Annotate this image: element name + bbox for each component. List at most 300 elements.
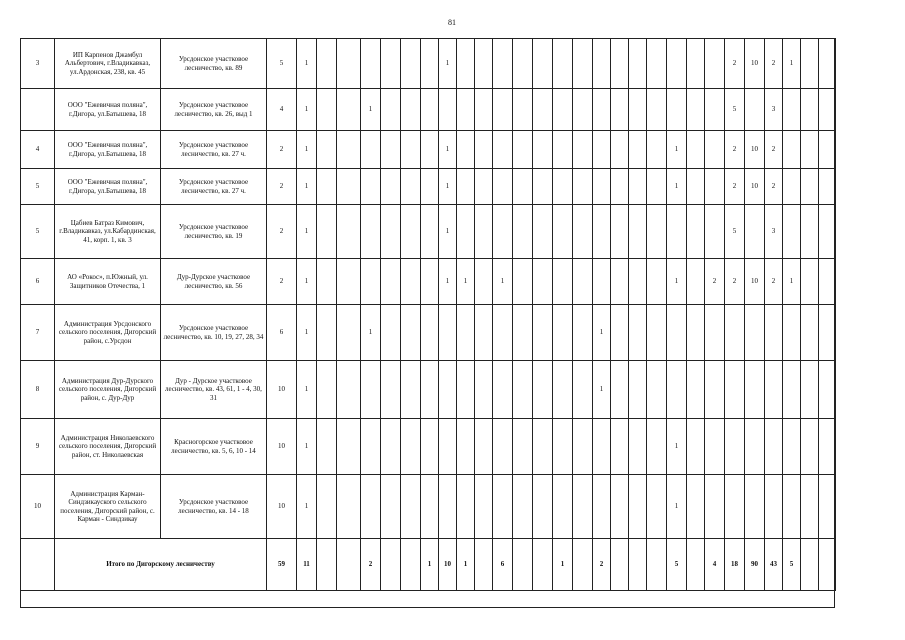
value-cell	[337, 419, 361, 475]
value-cell: 10	[267, 361, 297, 419]
row-index: 4	[21, 131, 55, 169]
value-cell	[819, 305, 835, 361]
value-cell	[475, 419, 493, 475]
total-cell	[819, 539, 835, 591]
total-cell	[629, 539, 647, 591]
value-cell: 1	[361, 305, 381, 361]
totals-label: Итого по Дигорскому лесничеству	[55, 539, 267, 591]
location-cell: Урсдонское участковое лесничество, кв. 10, 19, 27, 28, 34	[161, 305, 267, 361]
value-cell	[667, 89, 687, 131]
value-cell	[493, 305, 513, 361]
value-cell	[401, 305, 421, 361]
value-cell: 4	[267, 89, 297, 131]
value-cell	[573, 259, 593, 305]
location-cell: Урсдонское участковое лесничество, кв. 26, выд 1	[161, 89, 267, 131]
value-cell: 1	[297, 259, 317, 305]
value-cell	[493, 39, 513, 89]
value-cell	[493, 131, 513, 169]
value-cell	[611, 131, 629, 169]
value-cell	[647, 39, 667, 89]
footer-cell	[21, 591, 835, 608]
value-cell: 2	[725, 259, 745, 305]
total-cell: 6	[493, 539, 513, 591]
value-cell	[667, 305, 687, 361]
value-cell	[361, 259, 381, 305]
holder-cell: Администрация Николаевского сельского поселения, Дигорский район, ст. Николаевская	[55, 419, 161, 475]
value-cell	[421, 39, 439, 89]
value-cell	[573, 131, 593, 169]
total-cell	[835, 539, 836, 591]
value-cell	[553, 419, 573, 475]
holder-cell: ООО "Ежевичная поляна", г.Дигора, ул.Батышева, 18	[55, 169, 161, 205]
value-cell	[745, 305, 765, 361]
value-cell	[573, 361, 593, 419]
value-cell	[629, 205, 647, 259]
value-cell	[475, 305, 493, 361]
value-cell	[493, 169, 513, 205]
total-cell: 2	[593, 539, 611, 591]
value-cell	[783, 205, 801, 259]
total-cell: 90	[745, 539, 765, 591]
value-cell: 1	[439, 131, 457, 169]
holder-cell: ООО "Ежевичная поляна", г.Дигора, ул.Батышева, 18	[55, 131, 161, 169]
value-cell	[361, 39, 381, 89]
value-cell	[573, 89, 593, 131]
value-cell	[687, 205, 705, 259]
value-cell: 10	[745, 169, 765, 205]
value-cell	[801, 169, 819, 205]
value-cell	[745, 205, 765, 259]
value-cell	[381, 305, 401, 361]
value-cell	[457, 89, 475, 131]
value-cell	[361, 419, 381, 475]
value-cell	[361, 131, 381, 169]
value-cell	[629, 89, 647, 131]
value-cell	[705, 89, 725, 131]
value-cell	[421, 169, 439, 205]
value-cell	[533, 259, 553, 305]
holder-cell: Администрация Урсдонского сельского поселения, Дигорский район, с.Урсдон	[55, 305, 161, 361]
value-cell	[647, 259, 667, 305]
value-cell	[835, 361, 836, 419]
value-cell	[493, 419, 513, 475]
total-cell: 5	[783, 539, 801, 591]
value-cell: 1	[297, 475, 317, 539]
location-cell: Урсдонское участковое лесничество, кв. 27 ч.	[161, 131, 267, 169]
value-cell	[647, 305, 667, 361]
value-cell	[493, 205, 513, 259]
value-cell	[361, 169, 381, 205]
value-cell	[317, 169, 337, 205]
value-cell	[475, 89, 493, 131]
value-cell	[317, 305, 337, 361]
value-cell	[745, 475, 765, 539]
value-cell	[835, 169, 836, 205]
value-cell: 1	[439, 259, 457, 305]
value-cell: 1	[783, 39, 801, 89]
value-cell	[819, 259, 835, 305]
location-cell: Урсдонское участковое лесничество, кв. 19	[161, 205, 267, 259]
total-cell	[801, 539, 819, 591]
value-cell	[801, 475, 819, 539]
total-cell	[533, 539, 553, 591]
value-cell: 10	[745, 39, 765, 89]
value-cell: 1	[297, 39, 317, 89]
value-cell	[421, 419, 439, 475]
value-cell	[835, 305, 836, 361]
value-cell	[819, 205, 835, 259]
value-cell	[705, 305, 725, 361]
value-cell	[725, 361, 745, 419]
value-cell	[493, 89, 513, 131]
value-cell	[457, 361, 475, 419]
value-cell	[687, 89, 705, 131]
value-cell	[783, 419, 801, 475]
total-cell: 5	[667, 539, 687, 591]
value-cell: 1	[493, 259, 513, 305]
row-index: 7	[21, 305, 55, 361]
value-cell	[493, 475, 513, 539]
value-cell	[647, 131, 667, 169]
value-cell	[687, 259, 705, 305]
value-cell	[533, 39, 553, 89]
table-row	[21, 419, 836, 475]
value-cell	[553, 39, 573, 89]
value-cell: 2	[267, 131, 297, 169]
value-cell	[381, 475, 401, 539]
value-cell	[687, 419, 705, 475]
value-cell	[317, 475, 337, 539]
value-cell	[783, 361, 801, 419]
value-cell	[783, 131, 801, 169]
row-index	[21, 89, 55, 131]
value-cell	[745, 89, 765, 131]
value-cell	[381, 39, 401, 89]
value-cell	[439, 89, 457, 131]
value-cell	[457, 475, 475, 539]
value-cell: 2	[765, 169, 783, 205]
value-cell: 1	[297, 361, 317, 419]
value-cell	[745, 361, 765, 419]
value-cell	[553, 205, 573, 259]
location-cell: Урсдонское участковое лесничество, кв. 14 - 18	[161, 475, 267, 539]
value-cell	[593, 39, 611, 89]
value-cell	[475, 169, 493, 205]
value-cell	[629, 131, 647, 169]
value-cell	[439, 475, 457, 539]
value-cell	[513, 305, 533, 361]
value-cell	[705, 419, 725, 475]
total-cell: 11	[297, 539, 317, 591]
location-cell: Дур-Дурское участковое лесничество, кв. 56	[161, 259, 267, 305]
value-cell	[705, 475, 725, 539]
value-cell	[611, 305, 629, 361]
value-cell	[629, 169, 647, 205]
value-cell	[745, 419, 765, 475]
value-cell: 2	[765, 39, 783, 89]
value-cell	[421, 131, 439, 169]
value-cell	[667, 205, 687, 259]
value-cell	[337, 169, 361, 205]
value-cell: 3	[765, 205, 783, 259]
value-cell	[533, 475, 553, 539]
value-cell	[593, 205, 611, 259]
value-cell	[553, 475, 573, 539]
value-cell: 2	[725, 131, 745, 169]
value-cell	[337, 259, 361, 305]
value-cell	[513, 89, 533, 131]
value-cell	[801, 361, 819, 419]
value-cell	[835, 419, 836, 475]
value-cell	[381, 131, 401, 169]
value-cell	[593, 131, 611, 169]
table-row	[21, 89, 836, 131]
total-cell	[647, 539, 667, 591]
value-cell	[533, 361, 553, 419]
value-cell	[801, 89, 819, 131]
value-cell	[647, 361, 667, 419]
value-cell	[765, 361, 783, 419]
value-cell: 1	[439, 205, 457, 259]
value-cell	[337, 205, 361, 259]
value-cell	[801, 205, 819, 259]
value-cell	[317, 259, 337, 305]
value-cell	[421, 205, 439, 259]
value-cell	[611, 361, 629, 419]
value-cell	[475, 131, 493, 169]
footer-row	[21, 591, 836, 608]
value-cell	[611, 259, 629, 305]
value-cell	[819, 131, 835, 169]
value-cell	[725, 419, 745, 475]
value-cell	[667, 39, 687, 89]
value-cell	[593, 259, 611, 305]
value-cell	[553, 259, 573, 305]
value-cell: 6	[267, 305, 297, 361]
value-cell: 1	[457, 259, 475, 305]
value-cell	[553, 169, 573, 205]
value-cell	[337, 475, 361, 539]
value-cell	[687, 169, 705, 205]
value-cell	[401, 169, 421, 205]
value-cell	[317, 361, 337, 419]
value-cell	[513, 419, 533, 475]
value-cell	[533, 131, 553, 169]
value-cell	[457, 305, 475, 361]
value-cell	[835, 259, 836, 305]
value-cell: 1	[667, 475, 687, 539]
value-cell	[493, 361, 513, 419]
value-cell	[647, 169, 667, 205]
value-cell	[629, 259, 647, 305]
value-cell	[835, 39, 836, 89]
value-cell	[835, 89, 836, 131]
value-cell	[361, 205, 381, 259]
value-cell	[513, 205, 533, 259]
value-cell: 2	[267, 205, 297, 259]
value-cell	[783, 475, 801, 539]
row-index: 9	[21, 419, 55, 475]
value-cell	[401, 419, 421, 475]
value-cell	[421, 305, 439, 361]
value-cell	[801, 419, 819, 475]
value-cell: 2	[267, 259, 297, 305]
value-cell: 2	[765, 131, 783, 169]
value-cell: 1	[361, 89, 381, 131]
row-index: 3	[21, 39, 55, 89]
value-cell	[705, 205, 725, 259]
value-cell	[381, 169, 401, 205]
value-cell: 1	[667, 169, 687, 205]
holder-cell: ООО "Ежевичная поляна", г.Дигора, ул.Батышева, 18	[55, 89, 161, 131]
total-cell: 1	[457, 539, 475, 591]
value-cell: 5	[725, 205, 745, 259]
value-cell	[801, 305, 819, 361]
value-cell	[573, 39, 593, 89]
value-cell	[611, 419, 629, 475]
total-cell	[573, 539, 593, 591]
value-cell	[705, 169, 725, 205]
value-cell	[611, 89, 629, 131]
value-cell: 2	[725, 169, 745, 205]
value-cell	[783, 89, 801, 131]
value-cell: 1	[297, 169, 317, 205]
value-cell: 5	[725, 89, 745, 131]
value-cell	[629, 419, 647, 475]
value-cell	[337, 305, 361, 361]
value-cell	[421, 259, 439, 305]
table-row	[21, 361, 836, 419]
value-cell	[573, 419, 593, 475]
value-cell	[317, 205, 337, 259]
value-cell	[553, 361, 573, 419]
value-cell	[401, 205, 421, 259]
value-cell	[337, 89, 361, 131]
value-cell	[553, 131, 573, 169]
table-row	[21, 259, 836, 305]
value-cell	[439, 305, 457, 361]
value-cell: 10	[267, 419, 297, 475]
value-cell: 2	[725, 39, 745, 89]
value-cell	[439, 361, 457, 419]
value-cell	[705, 361, 725, 419]
value-cell	[475, 475, 493, 539]
total-cell	[381, 539, 401, 591]
value-cell	[647, 205, 667, 259]
value-cell: 1	[297, 89, 317, 131]
value-cell: 1	[667, 419, 687, 475]
row-index: 8	[21, 361, 55, 419]
value-cell	[687, 305, 705, 361]
value-cell	[819, 169, 835, 205]
value-cell: 10	[745, 131, 765, 169]
value-cell	[801, 131, 819, 169]
value-cell	[819, 419, 835, 475]
value-cell	[667, 361, 687, 419]
value-cell: 10	[267, 475, 297, 539]
row-index: 5	[21, 205, 55, 259]
totals-index	[21, 539, 55, 591]
value-cell	[611, 39, 629, 89]
total-cell	[475, 539, 493, 591]
value-cell	[401, 475, 421, 539]
value-cell	[401, 259, 421, 305]
value-cell	[819, 361, 835, 419]
value-cell: 1	[297, 419, 317, 475]
value-cell	[513, 39, 533, 89]
value-cell: 2	[267, 169, 297, 205]
table-row	[21, 305, 836, 361]
value-cell	[835, 131, 836, 169]
value-cell	[819, 89, 835, 131]
value-cell	[629, 39, 647, 89]
value-cell	[835, 475, 836, 539]
value-cell: 1	[667, 259, 687, 305]
value-cell	[401, 89, 421, 131]
total-cell: 1	[553, 539, 573, 591]
value-cell: 1	[667, 131, 687, 169]
holder-cell: Цабиев Батраз Кимович, г.Владикавказ, ул.Кабардинская, 41, корп. 1, кв. 3	[55, 205, 161, 259]
value-cell	[819, 475, 835, 539]
total-cell: 2	[361, 539, 381, 591]
value-cell	[647, 89, 667, 131]
value-cell	[647, 419, 667, 475]
value-cell	[819, 39, 835, 89]
value-cell	[381, 361, 401, 419]
table-row	[21, 169, 836, 205]
value-cell	[533, 89, 553, 131]
value-cell	[475, 39, 493, 89]
location-cell: Красногорское участковое лесничество, кв. 5, 6, 10 - 14	[161, 419, 267, 475]
value-cell	[513, 169, 533, 205]
value-cell	[593, 169, 611, 205]
value-cell: 1	[297, 205, 317, 259]
value-cell	[337, 131, 361, 169]
value-cell	[611, 205, 629, 259]
value-cell	[421, 475, 439, 539]
value-cell	[381, 205, 401, 259]
table-row	[21, 39, 836, 89]
value-cell	[361, 361, 381, 419]
value-cell	[317, 131, 337, 169]
total-cell: 43	[765, 539, 783, 591]
value-cell: 3	[765, 89, 783, 131]
value-cell	[533, 305, 553, 361]
location-cell: Урсдонское участковое лесничество, кв. 89	[161, 39, 267, 89]
total-cell	[337, 539, 361, 591]
value-cell	[475, 361, 493, 419]
value-cell	[611, 475, 629, 539]
value-cell	[765, 305, 783, 361]
value-cell	[381, 259, 401, 305]
value-cell	[401, 361, 421, 419]
value-cell	[533, 419, 553, 475]
value-cell	[457, 205, 475, 259]
holder-cell: Администрация Карман-Синдзикауского сельского поселения, Дигорский район, с. Карман - Синдзикау	[55, 475, 161, 539]
value-cell	[725, 475, 745, 539]
value-cell	[783, 305, 801, 361]
row-index: 10	[21, 475, 55, 539]
table-row	[21, 475, 836, 539]
value-cell	[765, 475, 783, 539]
value-cell	[573, 475, 593, 539]
value-cell	[439, 419, 457, 475]
value-cell	[687, 361, 705, 419]
value-cell	[553, 89, 573, 131]
value-cell	[573, 205, 593, 259]
value-cell	[629, 305, 647, 361]
value-cell	[457, 169, 475, 205]
